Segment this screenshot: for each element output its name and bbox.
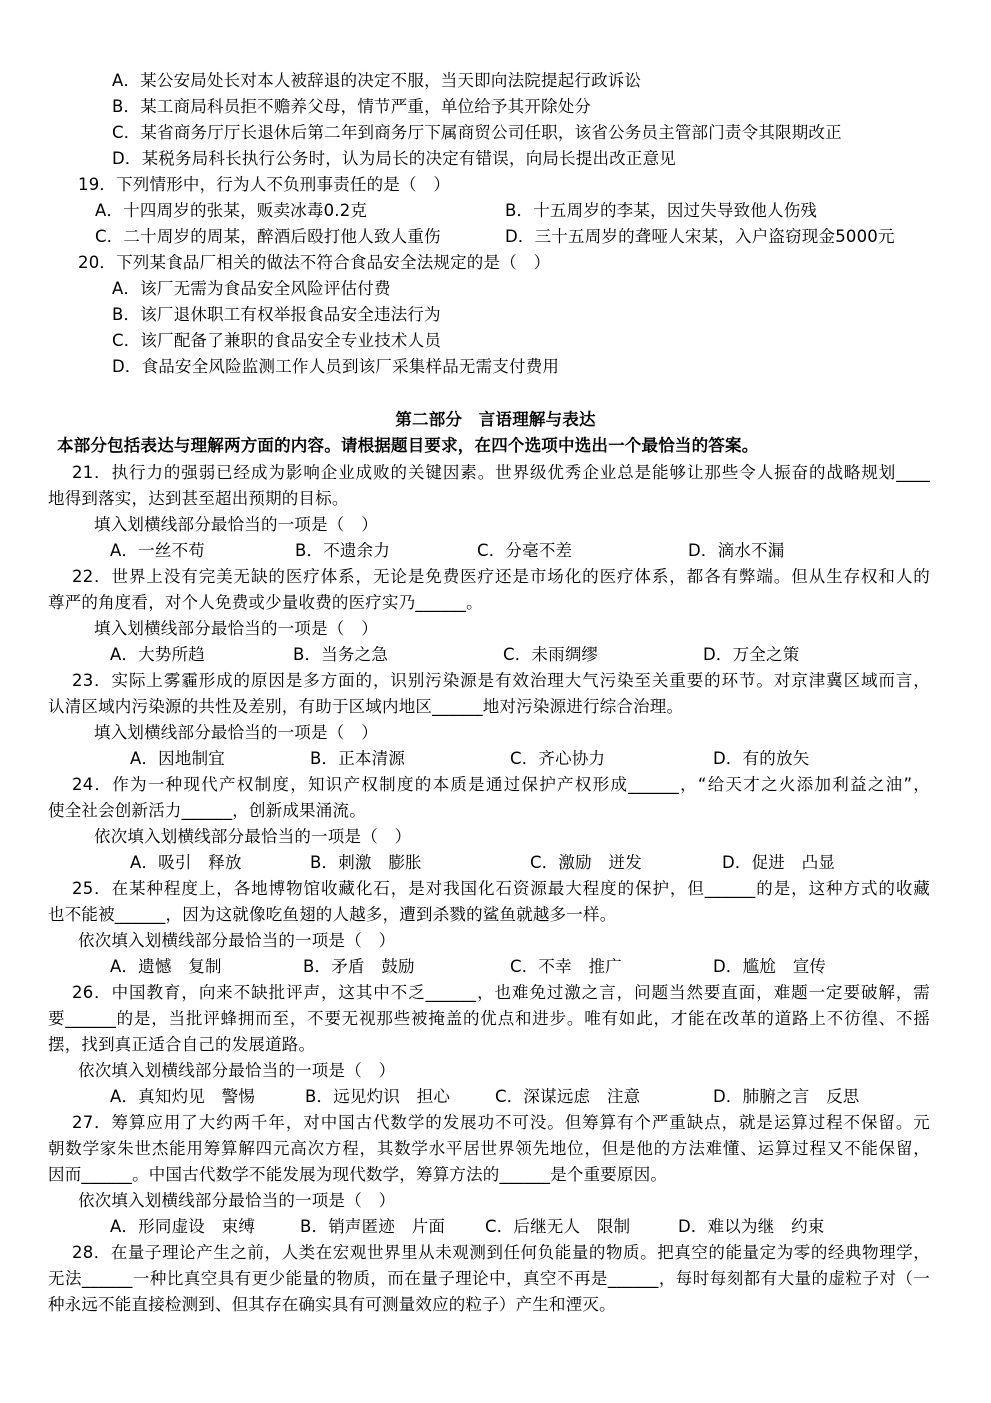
- question-text: 朝数学家朱世杰能用筹算解四元高次方程，其数学水平居世界领先地位，但是他的方法难懂、运算过程又不能保留，: [48, 1139, 930, 1158]
- option-a: A．吸引 释放: [130, 853, 242, 872]
- option-c: C．深谋远虑 注意: [495, 1087, 641, 1106]
- question-text: 要______的是，当批评蜂拥而至，不要无视那些被掩盖的优点和进步。唯有如此，才能在改革的道路上不彷徨、不摇: [48, 1009, 930, 1028]
- question-prompt: 依次填入划横线部分最恰当的一项是（ ）: [78, 931, 396, 950]
- option-b: B．刺激 膨胀: [310, 853, 422, 872]
- question-prompt: 填入划横线部分最恰当的一项是（ ）: [94, 723, 378, 742]
- option-b: B．销声匿迹 片面: [300, 1217, 446, 1236]
- question-text: 28．在量子理论产生之前，人类在宏观世界里从未观测到任何负能量的物质。把真空的能量定为零的经典物理学，: [72, 1243, 930, 1262]
- section-title: 第二部分 言语理解与表达: [395, 410, 596, 429]
- option-d: D．肺腑之言 反思: [713, 1087, 860, 1106]
- question-text: 无法______一种比真空具有更少能量的物质，而在量子理论中，真空不再是______，每时每刻都有大量的虚粒子对（一: [48, 1269, 930, 1288]
- option-d: D．滴水不漏: [688, 541, 785, 560]
- option-b: B．正本清源: [310, 749, 406, 768]
- option-a: A．大势所趋: [110, 645, 205, 664]
- question-text: 摆，找到真正适合自己的发展道路。: [48, 1035, 316, 1054]
- option-line: B．某工商局科员拒不赡养父母，情节严重，单位给予其开除处分: [112, 97, 592, 116]
- option-line: B．十五周岁的李某，因过失导致他人伤残: [505, 201, 818, 220]
- option-line: A．十四周岁的张某，贩卖冰毒0.2克: [95, 201, 368, 220]
- option-a: A．真知灼见 警惕: [110, 1087, 256, 1106]
- option-line: B．该厂退休职工有权举报食品安全违法行为: [112, 305, 441, 324]
- question-text: 种永远不能直接检测到、但其存在确实具有可测量效应的粒子）产生和湮灭。: [48, 1295, 616, 1314]
- option-d: D．难以为继 约束: [678, 1217, 825, 1236]
- option-b: B．远见灼识 担心: [305, 1087, 451, 1106]
- option-line: D．三十五周岁的聋哑人宋某，入户盗窃现金5000元: [505, 227, 895, 246]
- option-c: C．分毫不差: [477, 541, 573, 560]
- option-d: D．万全之策: [703, 645, 800, 664]
- option-c: C．激励 迸发: [530, 853, 642, 872]
- option-b: B．矛盾 鼓励: [303, 957, 415, 976]
- question-text: 23．实际上雾霾形成的原因是多方面的，识别污染源是有效治理大气污染至关重要的环节。对京津冀区域而言，: [72, 671, 930, 690]
- option-d: D．尴尬 宣传: [713, 957, 827, 976]
- question-prompt: 依次填入划横线部分最恰当的一项是（ ）: [94, 827, 412, 846]
- option-line: D．食品安全风险监测工作人员到该厂采集样品无需支付费用: [112, 357, 560, 376]
- question-text: 因而______。中国古代数学不能发展为现代数学，筹算方法的______是个重要原因。: [48, 1165, 668, 1184]
- section-intro: 本部分包括表达与理解两方面的内容。请根据题目要求，在四个选项中选出一个最恰当的答案。: [57, 436, 759, 455]
- question-text: 21．执行力的强弱已经成为影响企业成败的关键因素。世界级优秀企业总是能够让那些令人振奋的战略规划____: [72, 463, 930, 482]
- question-prompt: 依次填入划横线部分最恰当的一项是（ ）: [78, 1191, 396, 1210]
- question-stem: 19．下列情形中，行为人不负刑事责任的是（ ）: [78, 175, 451, 194]
- question-text: 27．筹算应用了大约两千年，对中国古代数学的发展功不可没。但筹算有个严重缺点，就是运算过程不保留。元: [72, 1113, 930, 1132]
- option-a: A．遗憾 复制: [110, 957, 222, 976]
- question-text: 24．作为一种现代产权制度，知识产权制度的本质是通过保护产权形成______，“给天才之火添加利益之油”，: [72, 775, 930, 794]
- question-text: 地得到落实，达到甚至超出预期的目标。: [48, 489, 349, 508]
- option-c: C．后继无人 限制: [485, 1217, 631, 1236]
- question-text: 认清区域内污染源的共性及差别，有助于区域内地区______地对污染源进行综合治理。: [48, 697, 684, 716]
- question-text: 使全社会创新活力______，创新成果涌流。: [48, 801, 366, 820]
- question-text: 26．中国教育，向来不缺批评声，这其中不乏______，也难免过激之言，问题当然要直面，难题一定要破解，需: [72, 983, 930, 1002]
- question-text: 25．在某种程度上，各地博物馆收藏化石，是对我国化石资源最大程度的保护，但______的是，这种方式的收藏: [72, 879, 930, 898]
- option-c: C．不幸 推广: [510, 957, 622, 976]
- option-a: A．形同虚设 束缚: [110, 1217, 256, 1236]
- question-prompt: 填入划横线部分最恰当的一项是（ ）: [94, 515, 378, 534]
- question-stem: 20．下列某食品厂相关的做法不符合食品安全法规定的是（ ）: [78, 253, 551, 272]
- option-line: C．某省商务厅厅长退休后第二年到商务厅下属商贸公司任职，该省公务员主管部门责令其限期改正: [112, 123, 842, 142]
- option-b: B．不遗余力: [295, 541, 391, 560]
- option-c: C．齐心协力: [510, 749, 606, 768]
- option-line: A．该厂无需为食品安全风险评估付费: [112, 279, 391, 298]
- question-prompt: 依次填入划横线部分最恰当的一项是（ ）: [78, 1061, 396, 1080]
- option-c: C．未雨绸缪: [503, 645, 599, 664]
- option-line: C．该厂配备了兼职的食品安全专业技术人员: [112, 331, 442, 350]
- option-line: C．二十周岁的周某，醉酒后殴打他人致人重伤: [95, 227, 441, 246]
- option-b: B．当务之急: [293, 645, 389, 664]
- option-line: A．某公安局处长对本人被辞退的决定不服，当天即向法院提起行政诉讼: [112, 71, 642, 90]
- option-d: D．有的放矢: [713, 749, 810, 768]
- option-d: D．促进 凸显: [722, 853, 836, 872]
- option-a: A．一丝不苟: [110, 541, 205, 560]
- question-prompt: 填入划横线部分最恰当的一项是（ ）: [94, 619, 378, 638]
- option-a: A．因地制宜: [130, 749, 225, 768]
- question-text: 尊严的角度看，对个人免费或少量收费的医疗实乃______。: [48, 593, 483, 612]
- question-text: 22．世界上没有完美无缺的医疗体系，无论是免费医疗还是市场化的医疗体系，都各有弊端。但从生存权和人的: [72, 567, 930, 586]
- option-line: D．某税务局科长执行公务时，认为局长的决定有错误，向局长提出改正意见: [112, 149, 677, 168]
- question-text: 也不能被______，因为这就像吃鱼翅的人越多，遭到杀戮的鲨鱼就越多一样。: [48, 905, 617, 924]
